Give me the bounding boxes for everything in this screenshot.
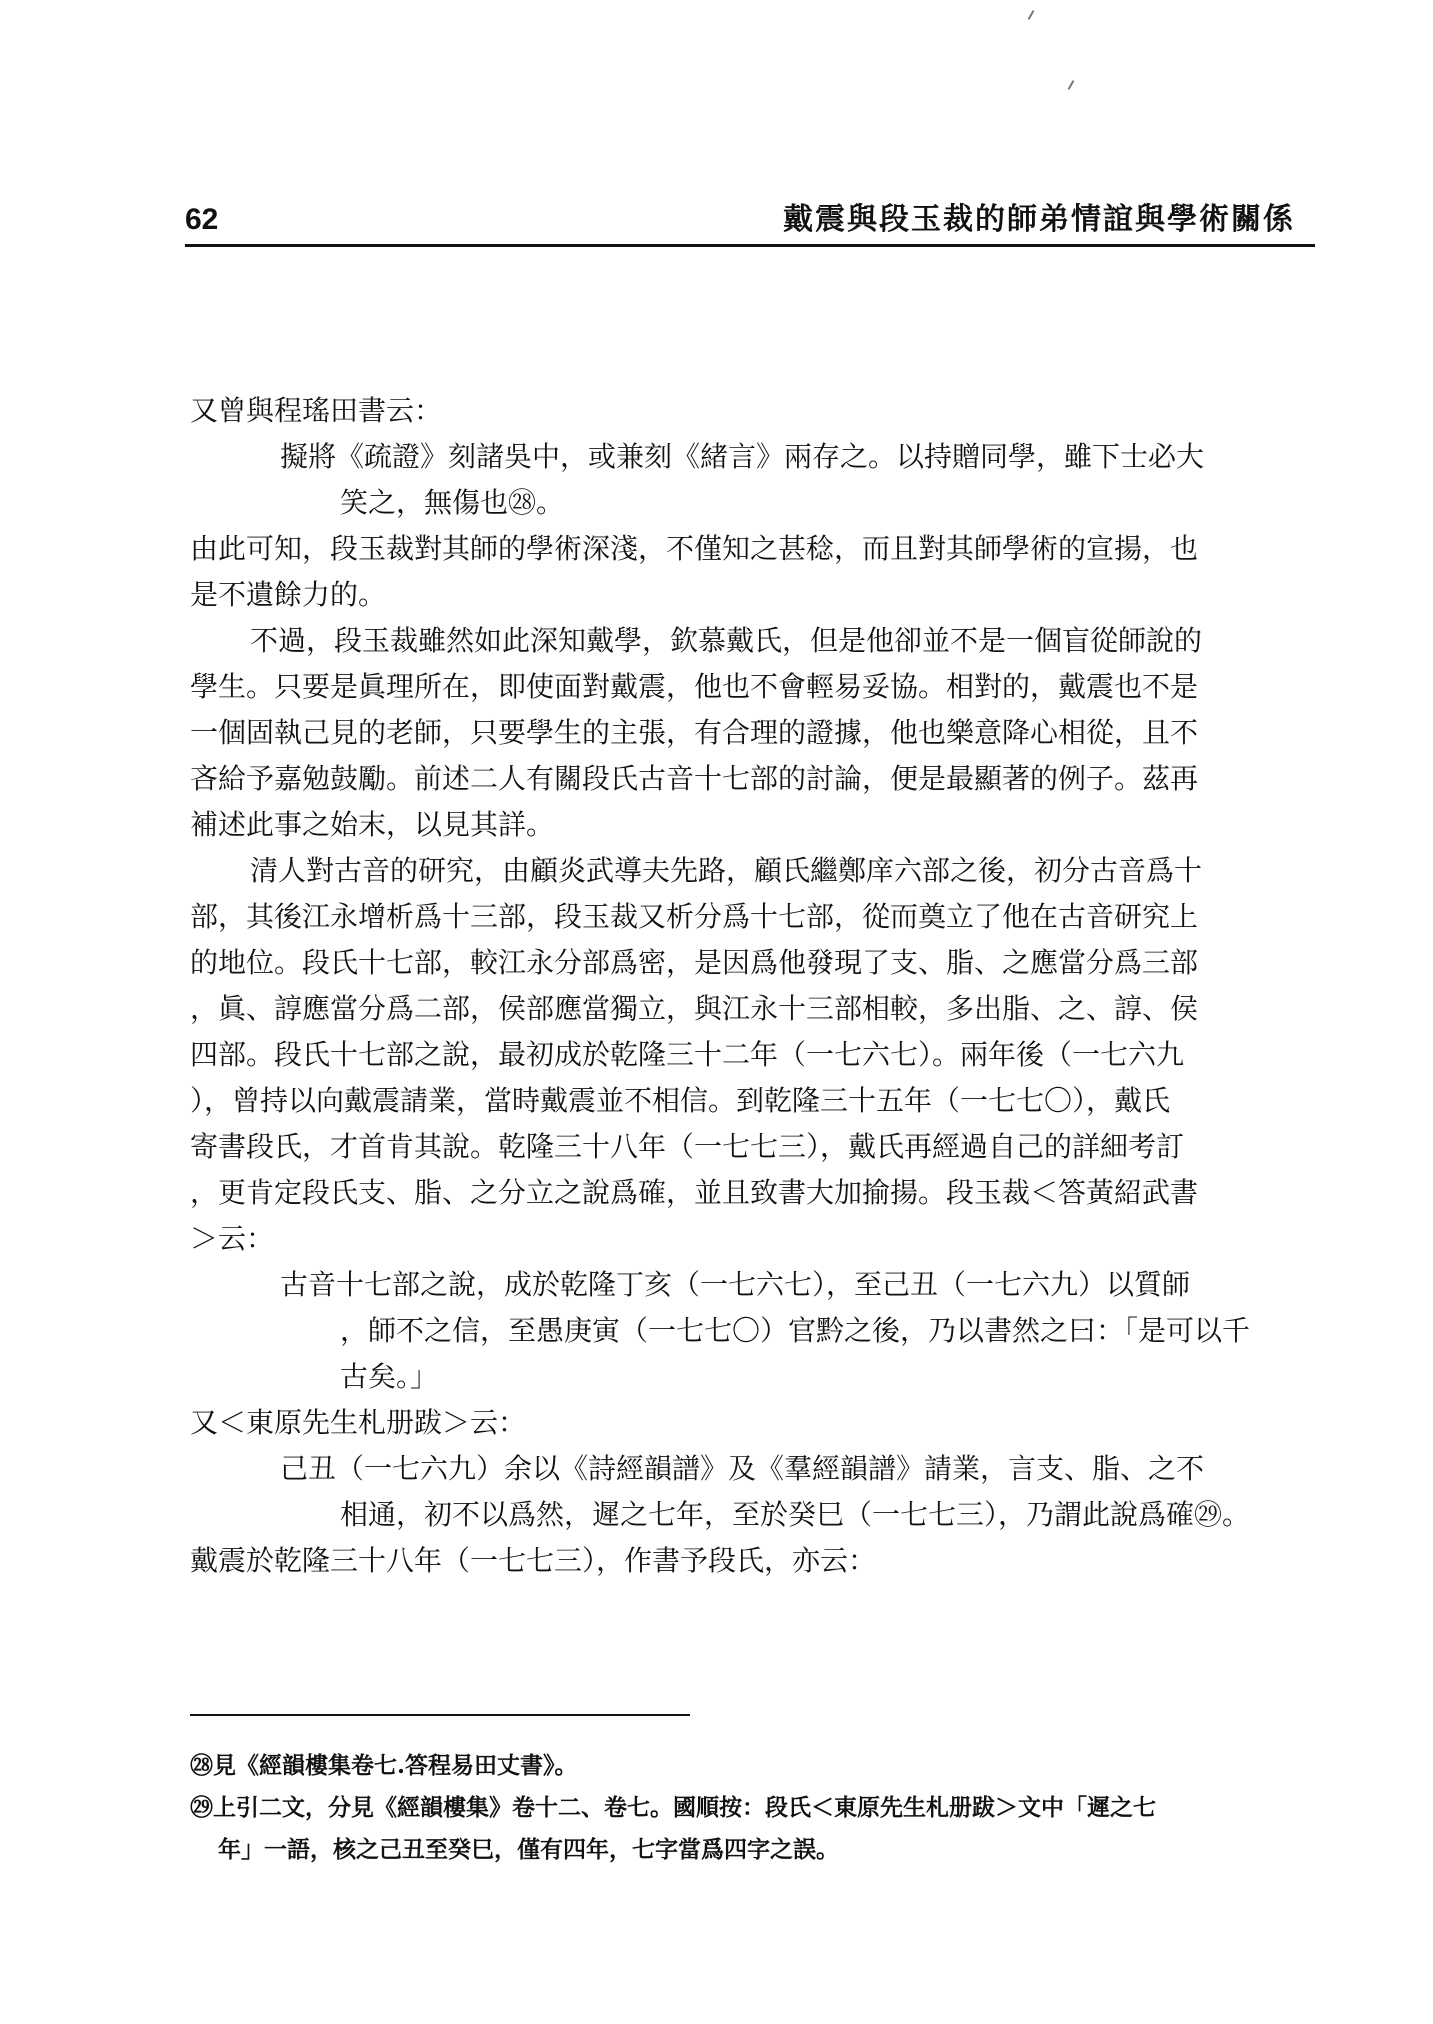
scan-speck [1068, 80, 1075, 90]
page-header [185, 200, 1295, 242]
paragraph-line: 是不遺餘力的。 [190, 578, 387, 611]
paragraph-line: ＞云： [190, 1222, 275, 1255]
block-quote [190, 1262, 1270, 1400]
paragraph-line: 補述此事之始末，以見其詳。 [190, 808, 555, 841]
paragraph-line: ，更肯定段氏支、脂、之分立之說爲確，並且致書大加揄揚。段玉裁＜答黃紹武書 [190, 1176, 1199, 1209]
block-quote [190, 1446, 1270, 1538]
paragraph-lead: 戴震於乾隆三十八年（一七七三），作書予段氏，亦云： [190, 1544, 877, 1577]
paragraph-lead: 又曾與程瑤田書云： [190, 394, 443, 427]
paragraph-line: 部，其後江永增析爲十三部，段玉裁又析分爲十七部，從而奠立了他在古音研究上 [190, 900, 1199, 933]
quote-line: 相通，初不以爲然，遲之七年，至於癸巳（一七七三），乃謂此說爲確㉙。 [340, 1498, 1251, 1531]
paragraph-line: 的地位。段氏十七部，較江永分部爲密，是因爲他發現了支、脂、之應當分爲三部 [190, 946, 1199, 979]
paragraph-line: 不過，段玉裁雖然如此深知戴學，欽慕戴氏，但是他卻並不是一個盲從師說的 [250, 624, 1203, 657]
quote-line: 古矣。」 [340, 1360, 439, 1393]
quote-line: 己丑（一七六九）余以《詩經韻譜》及《羣經韻譜》請業，言支、脂、之不 [280, 1452, 1205, 1485]
running-title: 戴震與段玉裁的師弟情誼與學術關係 [783, 202, 1295, 237]
scan-speck [1028, 10, 1035, 20]
paragraph-line: 清人對古音的研究，由顧炎武導夫先路，顧氏繼鄭庠六部之後，初分古音爲十 [250, 854, 1203, 887]
quote-line: 古音十七部之說，成於乾隆丁亥（一七六七），至己丑（一七六九）以質師 [280, 1268, 1191, 1301]
quote-line: ，師不之信，至愚庚寅（一七七〇）官黔之後，乃以書然之曰：「是可以千 [340, 1314, 1251, 1347]
quote-line: 擬將《疏證》刻諸吳中，或兼刻《緒言》兩存之。以持贈同學，雖下士必大 [280, 440, 1205, 473]
paragraph-line: 由此可知，段玉裁對其師的學術深淺，不僅知之甚稔，而且對其師學術的宣揚，也 [190, 532, 1199, 565]
quote-line: 笑之，無傷也㉘。 [340, 486, 565, 519]
footnote-29: ㉙上引二文，分見《經韻樓集》卷十二、卷七。國順按：段氏＜東原先生札册跋＞文中「遲之七 [190, 1794, 1156, 1821]
paragraph-line: 四部。段氏十七部之說，最初成於乾隆三十二年（一七六七）。兩年後（一七六九 [190, 1038, 1185, 1071]
paragraph-line: ），曾持以向戴震請業，當時戴震並不相信。到乾隆三十五年（一七七〇），戴氏 [190, 1084, 1171, 1117]
footnote-29-continuation: 年」一語，核之己丑至癸巳，僅有四年，七字當爲四字之誤。 [218, 1836, 839, 1863]
paragraph-line: ，眞、諄應當分爲二部，侯部應當獨立，與江永十三部相較，多出脂、之、諄、侯 [190, 992, 1199, 1025]
paragraph-line: 吝給予嘉勉鼓勵。前述二人有關段氏古音十七部的討論，便是最顯著的例子。茲再 [190, 762, 1199, 795]
footnotes [190, 1745, 1310, 1871]
header-rule [185, 244, 1315, 247]
block-quote [190, 434, 1270, 526]
body-text [190, 388, 1270, 1584]
footnote-28: ㉘見《經韻樓集卷七.答程易田丈書》。 [190, 1752, 578, 1779]
paragraph-lead: 又＜東原先生札册跋＞云： [190, 1406, 527, 1439]
paragraph-line: 學生。只要是眞理所在，即使面對戴震，他也不會輕易妥協。相對的，戴震也不是 [190, 670, 1199, 703]
paragraph-line: 寄書段氏，才首肯其說。乾隆三十八年（一七七三），戴氏再經過自己的詳細考訂 [190, 1130, 1185, 1163]
page-number: 62 [185, 203, 219, 236]
footnote-rule [190, 1714, 690, 1716]
paragraph-line: 一個固執己見的老師，只要學生的主張，有合理的證據，他也樂意降心相從，且不 [190, 716, 1199, 749]
